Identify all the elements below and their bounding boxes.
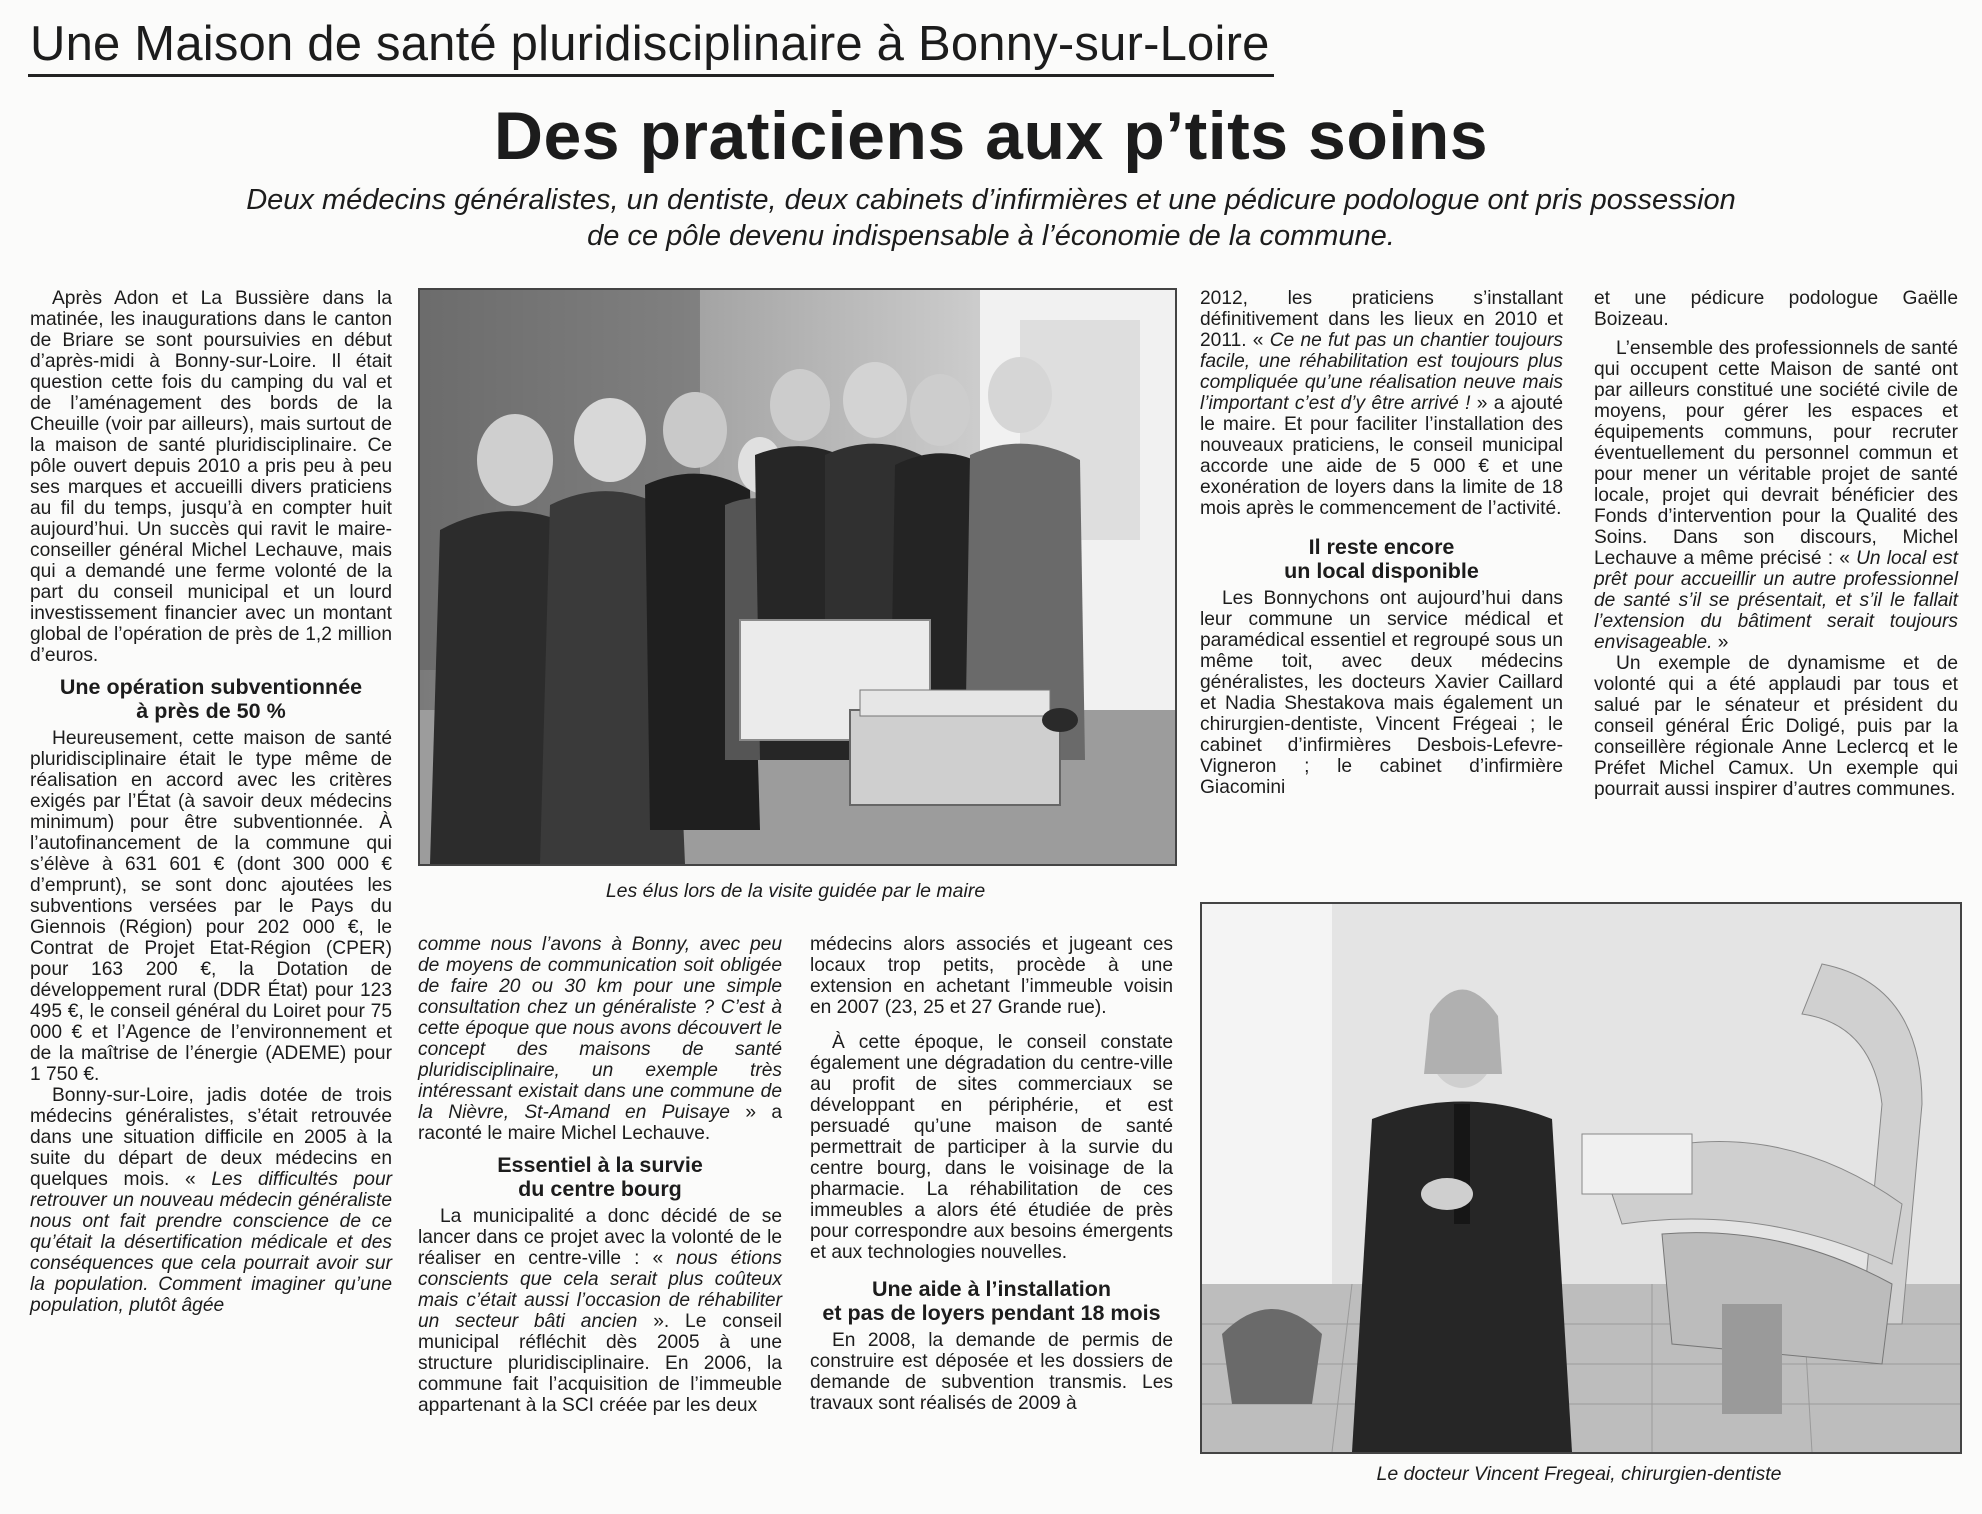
column-4	[1200, 288, 1563, 798]
deck-line-1: Deux médecins généralistes, un dentiste, deux cabinets d’infirmières et une pédicure podologue ont pris possession	[246, 184, 1736, 216]
col3-paragraph-1: médecins alors associés et jugeant ces locaux trop petits, procède à une extension en achetant l’immeuble voisin en 2007 (23, 25 et 27 Grande rue).	[810, 934, 1173, 1018]
column-2	[418, 934, 782, 1416]
deck-line-2: de ce pôle devenu indispensable à l’économie de la commune.	[587, 220, 1395, 252]
dentist-photo-caption: Le docteur Vincent Fregeai, chirurgien-dentiste	[1376, 1463, 1782, 1485]
col4-paragraph-1: 2012, les praticiens s’installant définitivement dans les lieux en 2010 et 2011. « Ce ne fut pas un chantier toujours facile, une réhabilitation est toujours plus compliquée qu’une réalisation neuve mais l’important c’est d’y être arrivé ! » a ajouté le maire. Et pour faciliter l’installation des nouveaux praticiens, le conseil municipal accorde une aide de 5 000 € et une exonération de loyers dans la limite de 18 mois après le commencement de l’activité.	[1200, 288, 1563, 519]
column-1	[30, 288, 392, 1316]
col2-subheading: Essentiel à la survie du centre bourg	[497, 1153, 703, 1201]
main-photo-caption: Les élus lors de la visite guidée par le maire	[605, 880, 986, 902]
col3-paragraph-2: À cette époque, le conseil constate également une dégradation du centre-ville au profit de sites commerciaux se développant en périphérie, et est persuadé qu’une maison de santé permettrait de participer à la survie du centre bourg, dans le voisinage de la pharmacie. La réhabilitation de ces immeubles a alors été étudiée de près pour correspondre aux besoins émergents et aux technologies nouvelles.	[810, 1032, 1173, 1263]
main-photo	[418, 288, 1177, 866]
elected-officials-group-photo	[420, 290, 1175, 864]
article-kicker: Une Maison de santé pluridisciplinaire à Bonny-sur-Loire	[28, 14, 1274, 77]
article-headline: Des praticiens aux p’tits soins	[493, 98, 1489, 174]
article-deck	[60, 182, 1922, 254]
col1-paragraph-2: Heureusement, cette maison de santé pluridisciplinaire était le type même de réalisation en accord avec les critères exigés par l’État (à savoir deux médecins minimum) pour être subventionnée. À l’autofinancement de la commune qui s’élève à 631 601 € (dont 300 000 € d’emprunt), se sont donc ajoutées les subventions versées par le Pays du Giennois (Région) pour 202 000 €, le Contrat de Projet Etat-Région (CPER) pour 163 200 €, la Dotation de développement rural (DDR État) pour 123 495 €, le conseil général du Loiret pour 75 000 € et l’Agence de l’environnement et de la maîtrise de l’énergie (ADEME) pour 1 750 €.	[30, 728, 392, 1085]
col4-paragraph-2: Les Bonnychons ont aujourd’hui dans leur commune un service médical et paramédical essentiel et regroupé sous un même toit, avec deux médecins généralistes, les docteurs Xavier Caillard et Nadia Shestakova mais également un chirurgien-dentiste, Vincent Frégeai ; le cabinet d’infirmières Desbois-Lefevre-Vigneron ; le cabinet d’infirmière Giacomini	[1200, 588, 1563, 798]
col4-subheading: Il reste encore un local disponible	[1284, 535, 1479, 583]
col2-paragraph-2: La municipalité a donc décidé de se lancer dans ce projet avec la volonté de le réaliser en centre-ville : « nous étions conscients que cela serait plus coûteux mais c’était aussi l’occasion de réhabiliter un secteur bâti ancien ». Le conseil municipal réfléchit dès 2005 à une structure pluridisciplinaire. En 2006, la commune fait l’acquisition de l’immeuble appartenant à la SCI créée par les deux	[418, 1206, 783, 1416]
col1-paragraph-3: Bonny-sur-Loire, jadis dotée de trois médecins généralistes, s’était retrouvée dans une situation difficile en 2005 à la suite du départ de deux médecins en quelques mois. « Les difficultés pour retrouver un nouveau médecin généraliste nous ont fait prendre conscience de ce qu’était la désertification médicale et des conséquences que cela pourrait avoir sur la population. Comment imaginer qu’une population, plutôt âgée	[30, 1085, 393, 1316]
col5-paragraph-1: et une pédicure podologue Gaëlle Boizeau.	[1594, 288, 1958, 330]
col2-paragraph-1: comme nous l’avons à Bonny, avec peu de moyens de communication soit obligée de faire 20 ou 30 km pour une simple consultation chez un généraliste ? C’est à cette époque que nous avons découvert le concept des maisons de santé pluridisciplinaire, un exemple très intéressant existait dans une commune de la Nièvre, St-Amand en Puisaye » a raconté le maire Michel Lechauve.	[418, 934, 782, 1144]
dentist-portrait-photo	[1202, 904, 1960, 1452]
col5-paragraph-3: Un exemple de dynamisme et de volonté qui a été applaudi par tous et salué par le sénateur et président du conseil général Éric Doligé, puis par la conseillère régionale Anne Leclercq et le Préfet Michel Camux. Un exemple qui pourrait aussi inspirer d’autres communes.	[1594, 653, 1958, 800]
column-3	[810, 934, 1173, 1414]
col1-paragraph-1: Après Adon et La Bussière dans la matinée, les inaugurations dans le canton de Briare se sont poursuivies en début d’après-midi à Bonny-sur-Loire. Il était question cette fois du camping du val et de l’aménagement des bords de la Cheuille (voir par ailleurs), mais surtout de la maison de santé pluridisciplinaire. Ce pôle ouvert depuis 2010 a pris peu à peu ses marques et accueilli divers praticiens au fil du temps, jusqu’à en compter huit aujourd’hui. Un succès qui ravit le maire-conseiller général Michel Lechauve, mais qui a demandé une ferme volonté de la part du conseil municipal et un lourd investissement financier avec un montant global de l’opération de près de 1,2 million d’euros.	[30, 288, 392, 666]
col1-subheading: Une opération subventionnée à près de 50 %	[59, 675, 363, 723]
col3-subheading: Une aide à l’installation et pas de loyers pendant 18 mois	[822, 1277, 1161, 1325]
col5-paragraph-2: L’ensemble des professionnels de santé qui occupent cette Maison de santé ont par ailleurs constitué une société civile de moyens, pour gérer les espaces et équipements communs, pour recruter éventuellement du personnel commun et pour mener un véritable projet de santé locale, projet qui devrait bénéficier des Fonds d’intervention pour la Qualité des Soins. Dans son discours, Michel Lechauve a même précisé : « Un local est prêt pour accueillir un autre professionnel de santé s’il se présentait, et s’il le fallait l’extension du bâtiment serait toujours envisageable. »	[1594, 338, 1959, 653]
column-5	[1594, 288, 1958, 800]
dentist-photo	[1200, 902, 1962, 1454]
col3-paragraph-3: En 2008, la demande de permis de construire est déposée et les dossiers de demande de subvention transmis. Les travaux sont réalisés de 2009 à	[810, 1330, 1173, 1414]
